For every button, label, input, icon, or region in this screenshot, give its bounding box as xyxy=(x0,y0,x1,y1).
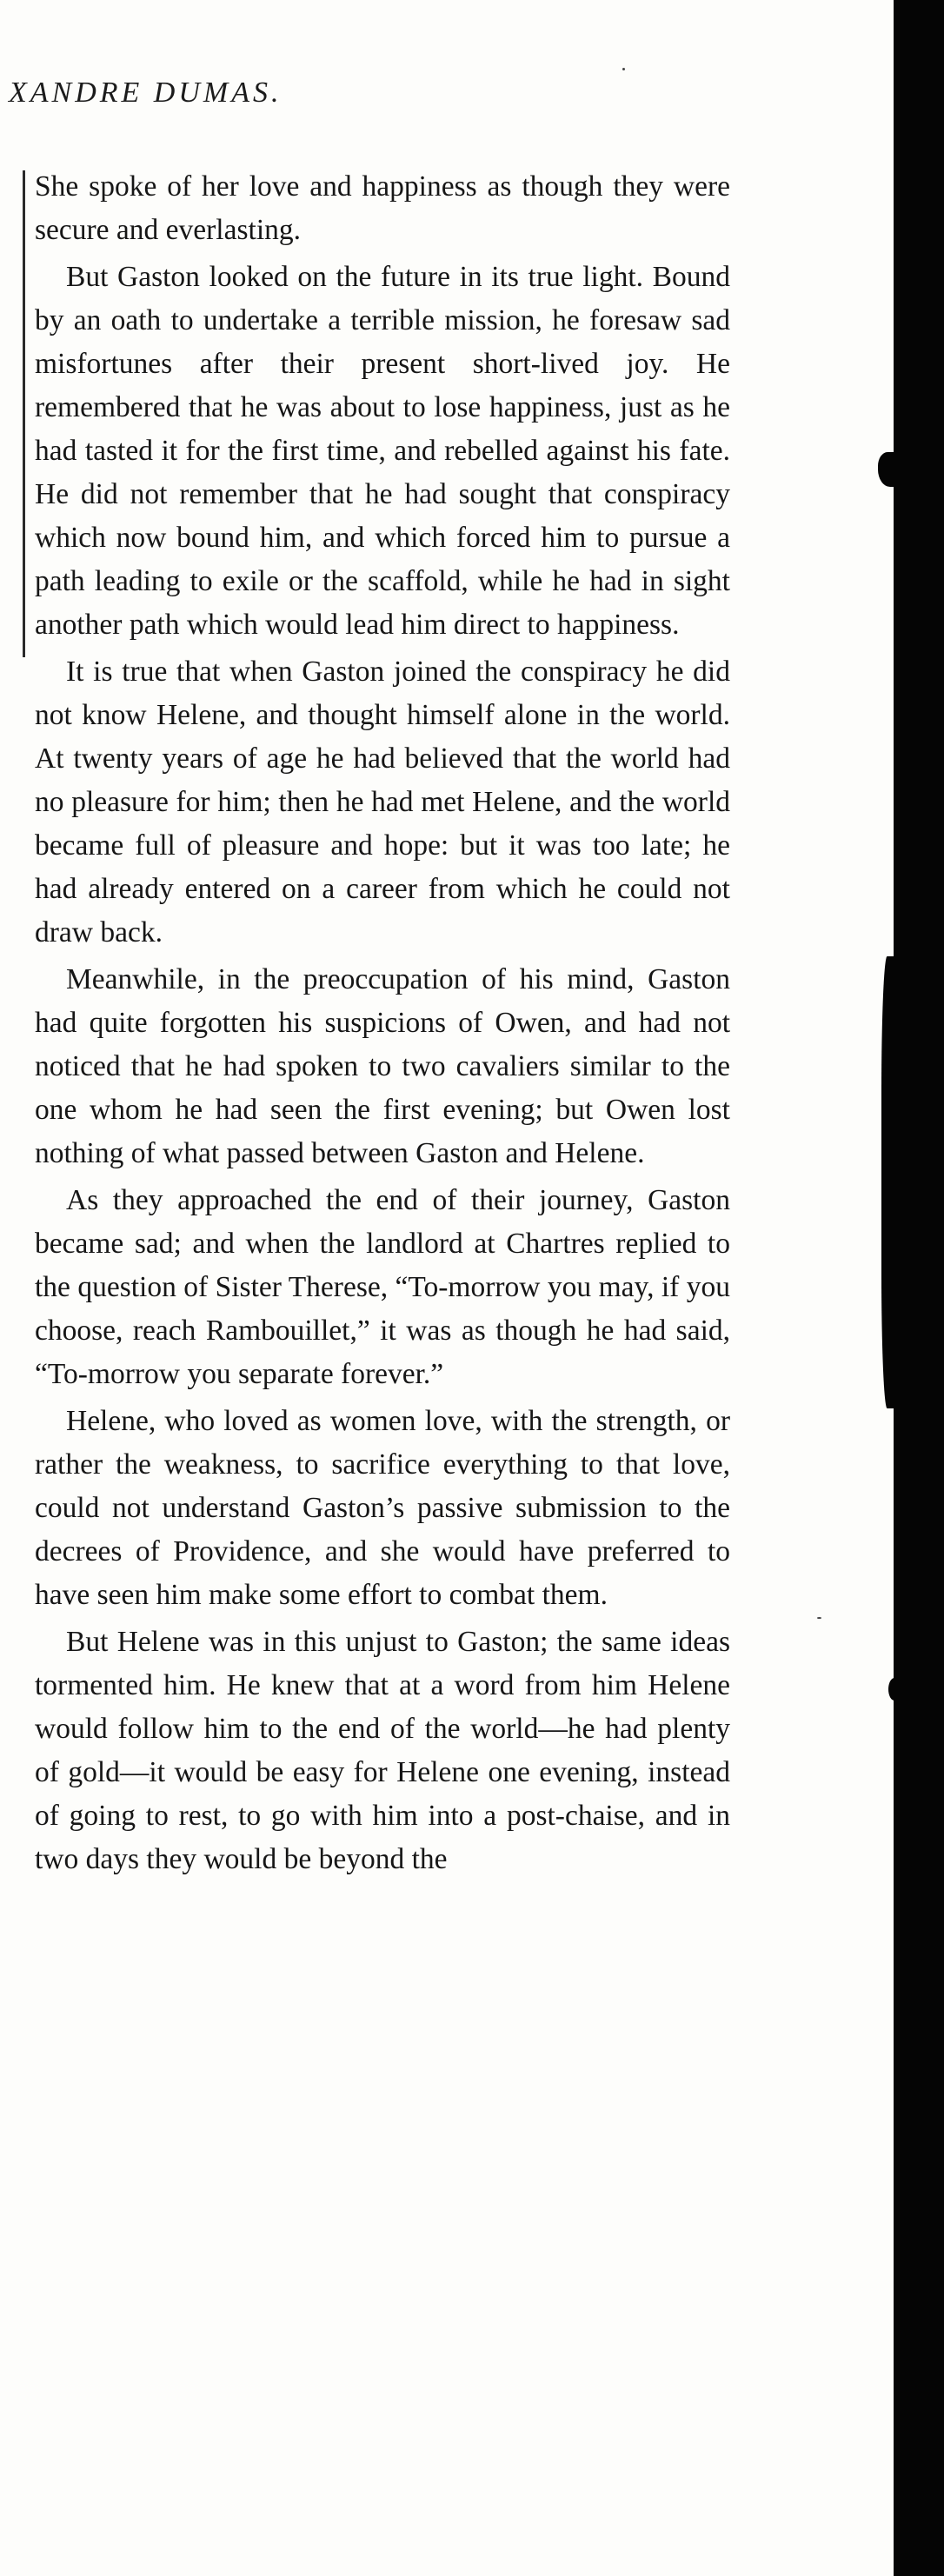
paragraph: But Helene was in this unjust to Gaston; the same ideas tormented him. He knew that at a word from him Helene would follow him to the end of the world—he had plenty of gold—it would be easy for Helene one evening, instead of going to rest, to go with him into a post-chaise, and in two days they would be beyond the xyxy=(35,1626,730,1875)
column-rule xyxy=(23,170,25,657)
paper-speck xyxy=(622,68,625,70)
spine-edge-notch xyxy=(878,452,902,487)
paragraph: As they approached the end of their journey, Gaston became sad; and when the landlord at Chartres replied to the question of Sister Therese, “To-morrow you may, if you choose, reach Rambouillet,” it was as though he had said, “To-morrow you separate forever.” xyxy=(35,1184,730,1390)
paragraph: She spoke of her love and happiness as though they were secure and everlasting. xyxy=(35,170,730,246)
spine-edge-notch xyxy=(888,1678,901,1701)
paragraph: It is true that when Gaston joined the conspiracy he did not know Helene, and thought himself alone in the world. At twenty years of age he had believed that the world had no pleasure for him; then he had met Helene, and the world became full of pleasure and hope: but it was too late; he had already entered on a career from which he could not draw back. xyxy=(35,656,730,949)
running-header: XANDRE DUMAS. xyxy=(9,77,283,109)
book-spine-shadow xyxy=(894,0,944,2576)
paragraph: Meanwhile, in the preoccupation of his mind, Gaston had quite forgotten his suspicions of Owen, and had not noticed that he had spoken to two cavaliers similar to the one whom he had seen the first evening; but Owen lost nothing of what passed between Gaston and Helene. xyxy=(35,963,730,1169)
paragraph: But Gaston looked on the future in its true light. Bound by an oath to undertake a terrible mission, he foresaw sad misfortunes after their present short-lived joy. He remembered that he was about to lose happiness, just as he had tasted it for the first time, and rebelled against his fate. He did not remember that he had sought that conspiracy which now bound him, and which forced him to pursue a path leading to exile or the scaffold, while he had in sight another path which would lead him direct to happiness. xyxy=(35,261,730,641)
spine-edge-notch xyxy=(881,956,901,1408)
text-column xyxy=(35,165,730,1885)
paper-speck xyxy=(817,1617,821,1619)
paragraph: Helene, who loved as women love, with the strength, or rather the weakness, to sacrifice everything to that love, could not understand Gaston’s passive submission to the decrees of Providence, and she would have preferred to have seen him make some effort to combat them. xyxy=(35,1405,730,1611)
